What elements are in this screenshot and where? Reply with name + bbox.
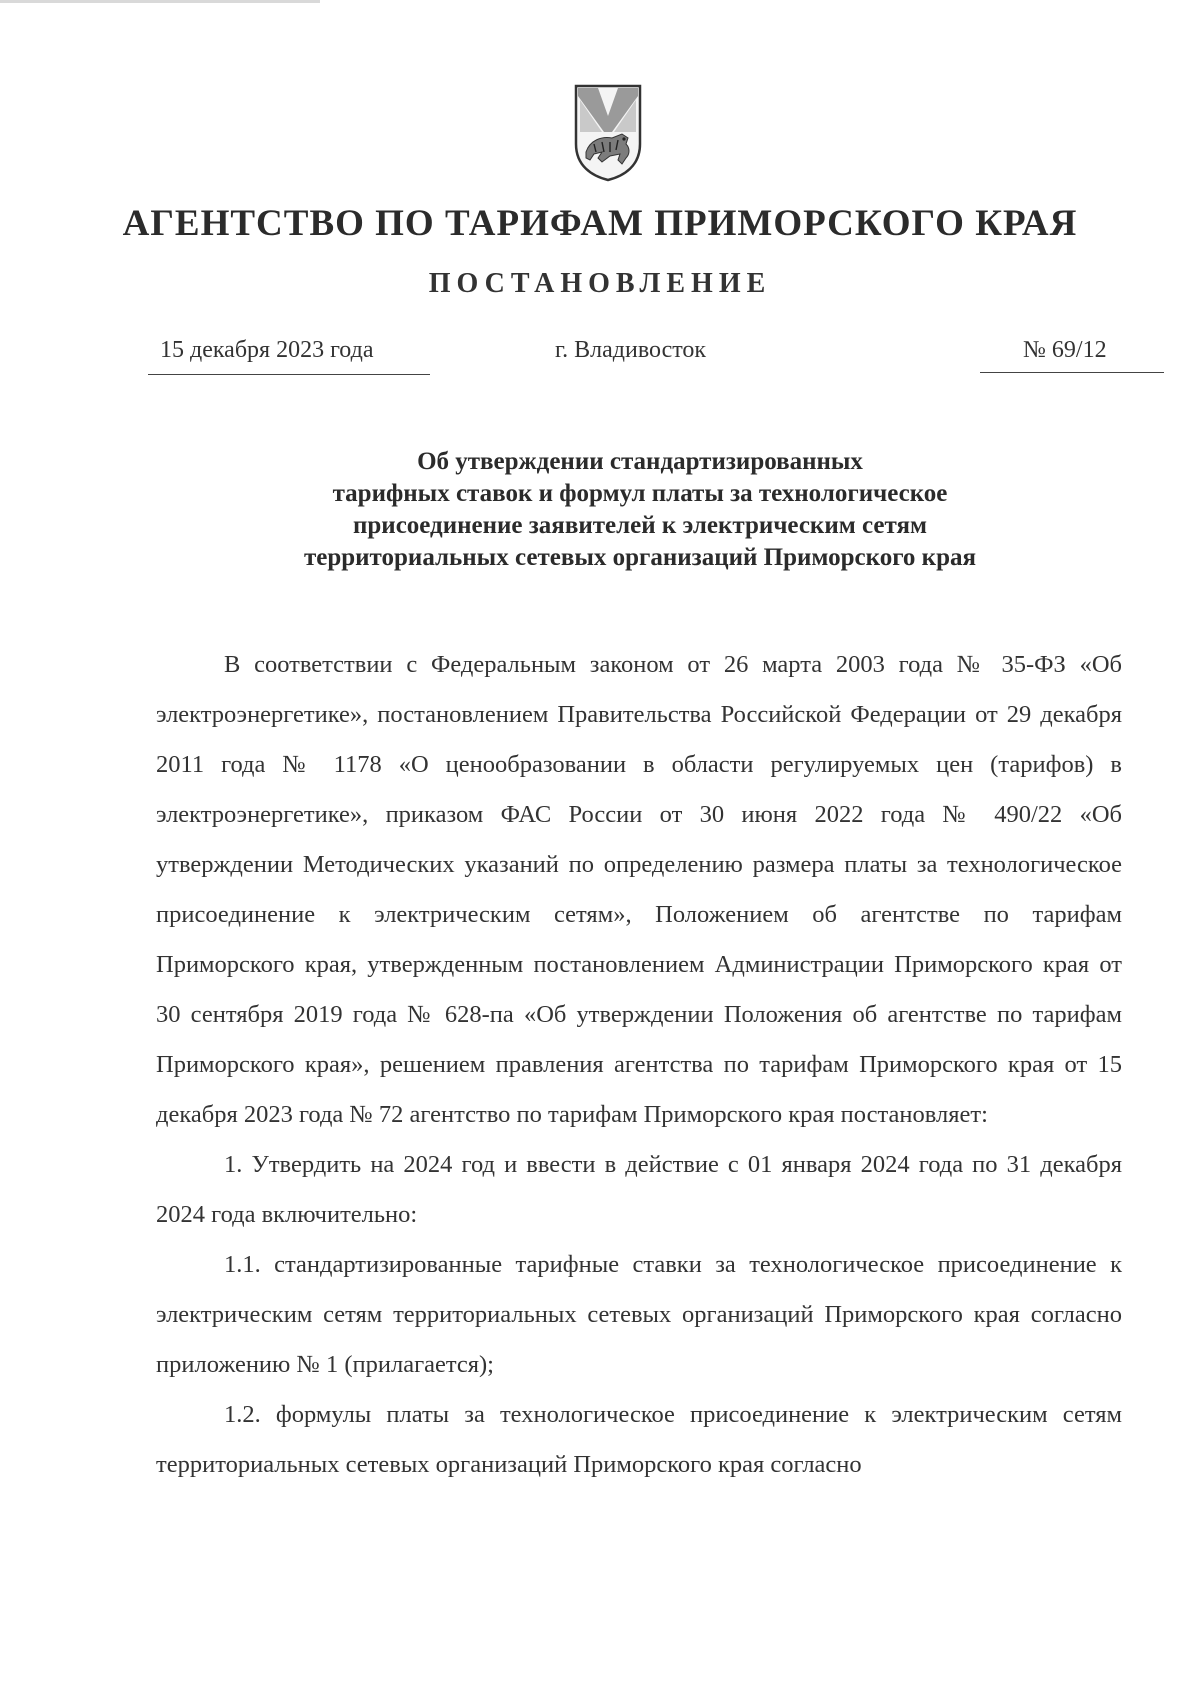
document-subject xyxy=(200,446,1080,574)
subject-line: присоединение заявителей к электрическим сетям xyxy=(352,512,928,539)
subject-line: Об утверждении стандартизированных xyxy=(417,448,863,475)
document-number: № 69/12 xyxy=(1023,337,1107,363)
preamble-paragraph: В соответствии с Федеральным законом от 26 марта 2003 года № 35-ФЗ «Об электроэнергетике», постановлением Правительства Российской Федерации от 29 декабря 2011 года № 1178 «О ценообразовании в области регулируемых цен (тарифов) в электроэнергетике», приказом ФАС России от 30 июня 2022 года № 490/22 «Об утверждении Методических указаний по определению размера платы за технологическое присоединение к электрическим сетям», Положением об агентстве по тарифам Приморского края, утвержденным постановлением Администрации Приморского края от 30 сентября 2019 года № 628-па «Об утверждении Положения об агентстве по тарифам Приморского края», решением правления агентства по тарифам Приморского края от 15 декабря 2023 года № 72 агентство по тарифам Приморского края постановляет: xyxy=(156,651,1122,1128)
document-body xyxy=(156,640,1122,1490)
document-date: 15 декабря 2023 года xyxy=(160,337,374,363)
subject-line: тарифных ставок и формул платы за технологическое xyxy=(332,480,948,507)
item-1-1-paragraph: 1.1. стандартизированные тарифные ставки за технологическое присоединение к электрическим сетям территориальных сетевых организаций Приморского края согласно приложению № 1 (прилагается); xyxy=(156,1251,1122,1378)
coat-of-arms-icon xyxy=(572,82,644,182)
item-1-2-paragraph: 1.2. формулы платы за технологическое присоединение к электрическим сетям территориальных сетевых организаций Приморского края согласно xyxy=(156,1401,1122,1478)
document-city: г. Владивосток xyxy=(555,337,707,363)
date-underline xyxy=(148,374,430,375)
item-1-paragraph: 1. Утвердить на 2024 год и ввести в действие с 01 января 2024 года по 31 декабря 2024 года включительно: xyxy=(156,1151,1122,1228)
scan-edge-mark xyxy=(0,0,320,3)
document-type: ПОСТАНОВЛЕНИЕ xyxy=(428,268,772,299)
agency-title: АГЕНТСТВО ПО ТАРИФАМ ПРИМОРСКОГО КРАЯ xyxy=(122,203,1078,244)
subject-line: территориальных сетевых организаций Приморского края xyxy=(303,544,977,571)
number-underline xyxy=(980,372,1164,373)
